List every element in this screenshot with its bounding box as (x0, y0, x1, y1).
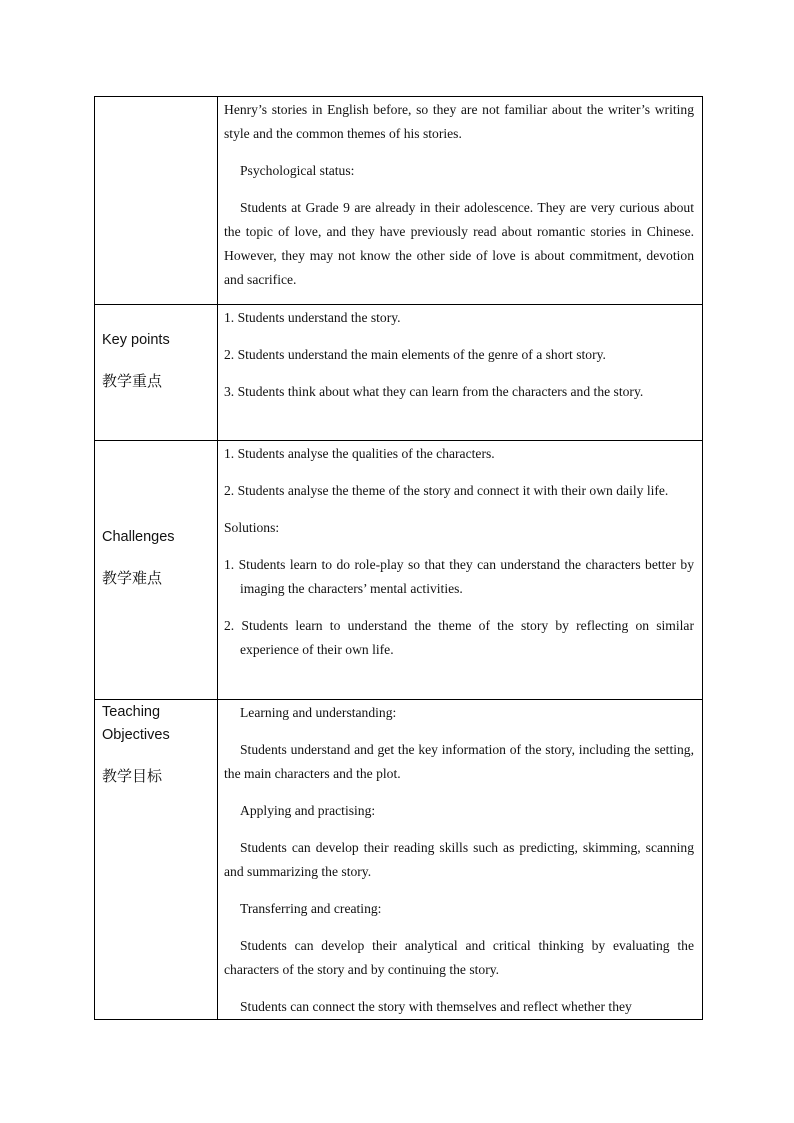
row-label-cell (95, 305, 218, 441)
list-item: 2. Students learn to understand the theme of the story by reflecting on similar experience of their own life. (224, 618, 694, 657)
challenges-label: Challenges (102, 529, 175, 545)
table-row (95, 97, 703, 305)
row-label-cell (95, 97, 218, 305)
psychological-status-text: Students at Grade 9 are already in their adolescence. They are very curious about the topic of love, and they have previously read about romantic stories in Chinese. However, they may not know the other side of love is about commitment, devotion and sacrifice. (224, 200, 694, 287)
list-item: 2. Students understand the main elements of the genre of a short story. (224, 347, 606, 362)
teaching-objectives-label: Teaching Objectives (102, 704, 170, 743)
key-points-label: Key points (102, 332, 170, 348)
psychological-status-heading: Psychological status: (240, 163, 355, 178)
table-row (95, 305, 703, 441)
challenges-label-zh: 教学难点 (102, 569, 163, 587)
table-row (95, 441, 703, 700)
objective-text: Students understand and get the key information of the story, including the setting, the main characters and the plot. (224, 742, 694, 781)
list-item: 1. Students understand the story. (224, 310, 401, 325)
table-row (95, 700, 703, 1020)
list-item: 1. Students analyse the qualities of the characters. (224, 446, 495, 461)
objective-text: Students can connect the story with themselves and reflect whether they (240, 999, 632, 1014)
objective-heading: Applying and practising: (240, 803, 376, 818)
row-content-cell (218, 97, 703, 305)
row-label-cell (95, 700, 218, 1020)
student-analysis-text: Henry’s stories in English before, so they are not familiar about the writer’s writing style and the common themes of his stories. (224, 102, 694, 141)
row-label-cell (95, 441, 218, 700)
objective-text: Students can develop their analytical and critical thinking by evaluating the characters of the story and by continuing the story. (224, 938, 694, 977)
row-content-cell (218, 441, 703, 700)
list-item: 2. Students analyse the theme of the story and connect it with their own daily life. (224, 483, 669, 498)
objective-heading: Transferring and creating: (240, 901, 382, 916)
objective-heading: Learning and understanding: (240, 705, 397, 720)
key-points-label-zh: 教学重点 (102, 372, 163, 390)
row-content-cell (218, 700, 703, 1020)
objective-text: Students can develop their reading skills such as predicting, skimming, scanning and summarizing the story. (224, 840, 694, 879)
list-item: 1. Students learn to do role-play so that they can understand the characters better by imaging the characters’ mental activities. (224, 557, 694, 596)
row-content-cell (218, 305, 703, 441)
list-item: 3. Students think about what they can learn from the characters and the story. (224, 384, 644, 399)
lesson-plan-table (94, 96, 703, 1020)
solutions-label: Solutions: (224, 520, 280, 535)
teaching-objectives-label-zh: 教学目标 (102, 767, 163, 785)
